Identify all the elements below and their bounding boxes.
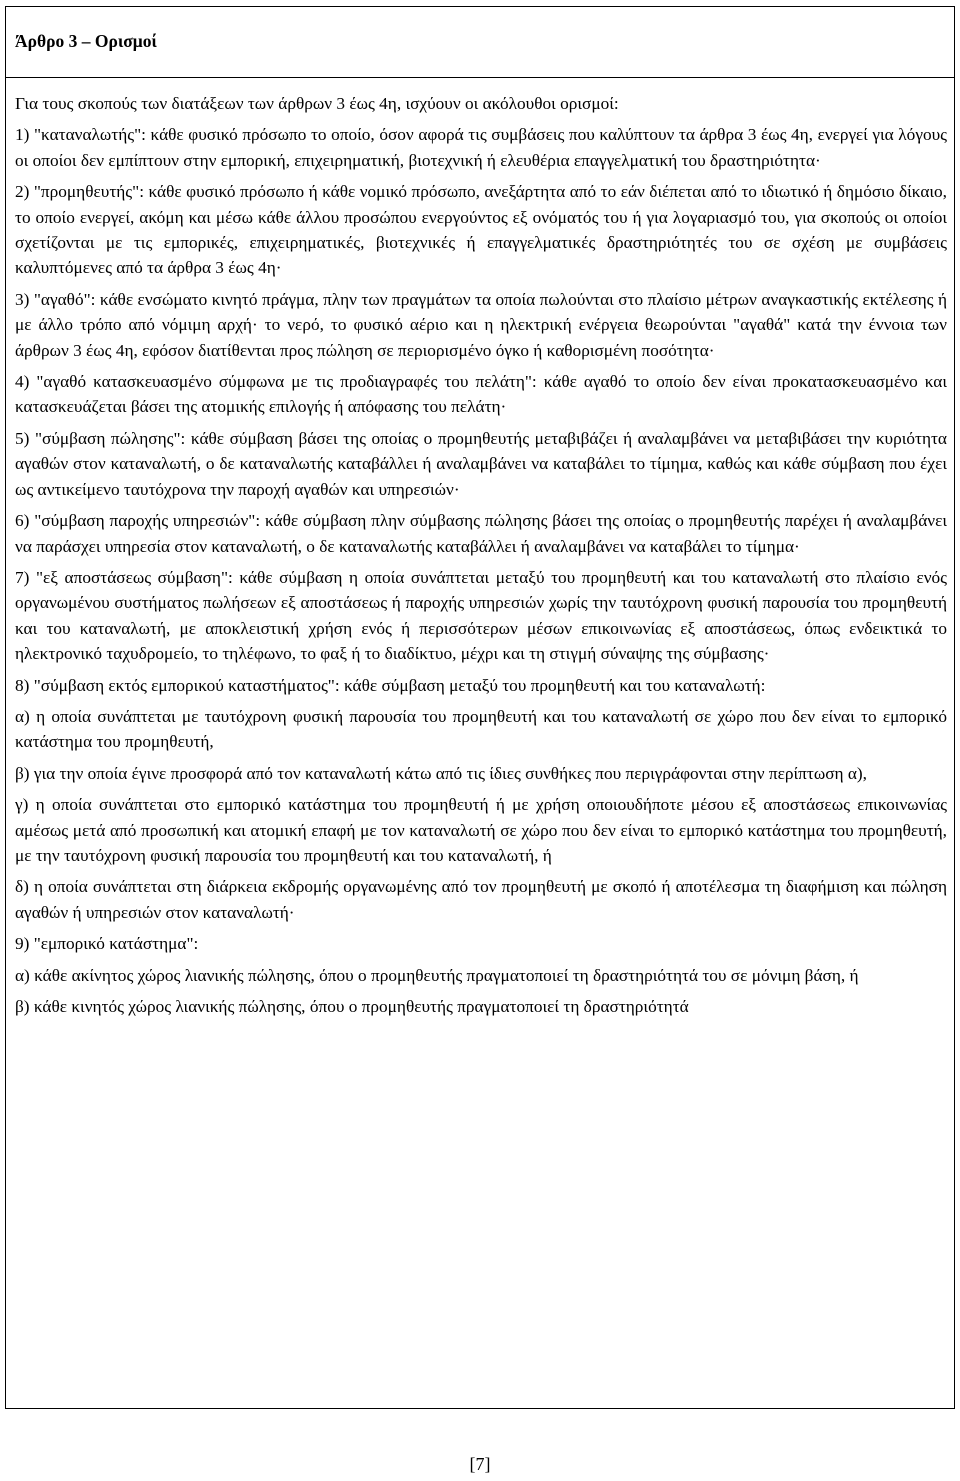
definition-consumer: 1) "καταναλωτής": κάθε φυσικό πρόσωπο το οποίο, όσον αφορά τις συμβάσεις που καλύπτουν τα άρθρα 3 έως 4η, ενεργεί για λόγους οι οποίοι δεν εμπίπτουν στην εμπορική, επιχειρηματική, βιοτεχνική ή ελευθέρια επαγγελματική του δραστηριότητα· xyxy=(15,125,947,170)
definitions-cell xyxy=(6,78,954,1019)
definition-sales-contract: 5) "σύμβαση πώλησης": κάθε σύμβαση βάσει της οποίας ο προμηθευτής μεταβιβάζει ή αναλαμβάνει να μεταβιβάσει την κυριότητα αγαθών στον καταναλωτή, ο δε καταναλωτής καταβάλλει ή αναλαμβάνει να καταβάλει το τίμημα, καθώς και κάθε σύμβαση που έχει ως αντικείμενο ταυτόχρονα την παροχή αγαθών και υπηρεσιών· xyxy=(15,428,947,499)
definition-distance-contract: 7) "εξ αποστάσεως σύμβαση": κάθε σύμβαση η οποία συνάπτεται μεταξύ του προμηθευτή και του καταναλωτή στο πλαίσιο ενός οργανωμένου συστήματος πωλήσεων εξ αποστάσεως ή παροχής υπηρεσιών χωρίς την ταυτόχρονη φυσική παρουσία του προμηθευτή και του καταναλωτή, με αποκλειστική χρήση ενός ή περισσότερων μέσων επικοινωνίας εξ αποστάσεως, όπως ενδεικτικά το ηλεκτρονικό ταχυδρομείο, το τηλέφωνο, το φαξ ή το διαδίκτυο, μέχρι και τη στιγμή σύναψης της σύμβασης· xyxy=(15,567,947,664)
definition-business-premises: 9) "εμπορικό κατάστημα": xyxy=(15,934,199,954)
off-premises-case-a: α) η οποία συνάπτεται με ταυτόχρονη φυσική παρουσία του προμηθευτή και του καταναλωτή σε χώρο που δεν είναι το εμπορικό κατάστημα του προμηθευτή, xyxy=(15,706,947,752)
business-premises-case-b: β) κάθε κινητός χώρος λιανικής πώλησης, όπου ο προμηθευτής πραγματοποιεί τη δραστηριότητά xyxy=(15,997,689,1016)
definition-service-contract: 6) "σύμβαση παροχής υπηρεσιών": κάθε σύμβαση πλην σύμβασης πώλησης βάσει της οποίας ο προμηθευτής παρέχει ή αναλαμβάνει να παράσχει υπηρεσία στον καταναλωτή, ο δε καταναλωτής καταβάλλει ή αναλαμβάνει να καταβάλει το τίμημα· xyxy=(15,511,947,556)
off-premises-case-d: δ) η οποία συνάπτεται στη διάρκεια εκδρομής οργανωμένης από τον προμηθευτή με σκοπό ή αποτέλεσμα τη διαφήμιση και πώληση αγαθών ή υπηρεσιών στον καταναλωτή· xyxy=(15,877,947,922)
definition-supplier: 2) "προμηθευτής": κάθε φυσικό πρόσωπο ή κάθε νομικό πρόσωπο, ανεξάρτητα από το εάν διέπεται από το ιδιωτικό ή δημόσιο δίκαιο, το οποίο ενεργεί, ακόμη και μέσω κάθε άλλου προσώπου ενεργούντος εξ ονόματός του ή για λογαριασμό του, για σκοπούς οι οποίοι σχετίζονται με τις εμπορικές, επιχειρηματικές, βιοτεχνικές ή επαγγελματικές δραστηριότητές του σε σχέση με συμβάσεις καλυπτόμενες από τα άρθρα 3 έως 4η· xyxy=(15,182,947,278)
page-number: [7] xyxy=(469,1454,491,1474)
business-premises-case-a: α) κάθε ακίνητος χώρος λιανικής πώλησης, όπου ο προμηθευτής πραγματοποιεί τη δραστηριότητά του σε μόνιμη βάση, ή xyxy=(15,965,859,985)
off-premises-case-c: γ) η οποία συνάπτεται στο εμπορικό κατάστημα του προμηθευτή ή με χρήση οποιουδήποτε μέσου εξ αποστάσεως επικοινωνίας αμέσως μετά από προσωπική και ατομική επαφή με τον καταναλωτή σε χώρο που δεν είναι το εμπορικό κατάστημα του προμηθευτή, με την ταυτόχρονη φυσική παρουσία του προμηθευτή και του καταναλωτή, ή xyxy=(15,795,947,865)
definition-off-premises-contract: 8) "σύμβαση εκτός εμπορικού καταστήματος": κάθε σύμβαση μεταξύ του προμηθευτή και του καταναλωτή: xyxy=(15,675,766,695)
article-title: Άρθρο 3 – Ορισμοί xyxy=(15,31,157,51)
article-table xyxy=(5,6,955,1409)
intro-paragraph: Για τους σκοπούς των διατάξεων των άρθρων 3 έως 4η, ισχύουν οι ακόλουθοι ορισμοί: xyxy=(15,94,619,113)
definition-custom-goods: 4) "αγαθό κατασκευασμένο σύμφωνα με τις προδιαγραφές του πελάτη": κάθε αγαθό το οποίο δεν είναι προκατασκευασμένο και κατασκευάζεται βάσει της ατομικής επιλογής ή απόφασης του πελάτη· xyxy=(15,372,947,417)
title-cell xyxy=(6,7,954,78)
definition-goods: 3) "αγαθό": κάθε ενσώματο κινητό πράγμα, πλην των πραγμάτων τα οποία πωλούνται στο πλαίσιο μέτρων αναγκαστικής εκτέλεσης ή με άλλο τρόπο από νόμιμη αρχή· το νερό, το φυσικό αέριο και η ηλεκτρική ενέργεια θεωρούνται "αγαθά" κατά την έννοια των άρθρων 3 έως 4η, εφόσον διατίθενται προς πώληση σε περιορισμένο όγκο ή καθορισμένη ποσότητα· xyxy=(15,289,947,360)
off-premises-case-b: β) για την οποία έγινε προσφορά από τον καταναλωτή κάτω από τις ίδιες συνθήκες που περιγράφονται στην περίπτωση α), xyxy=(15,763,867,783)
